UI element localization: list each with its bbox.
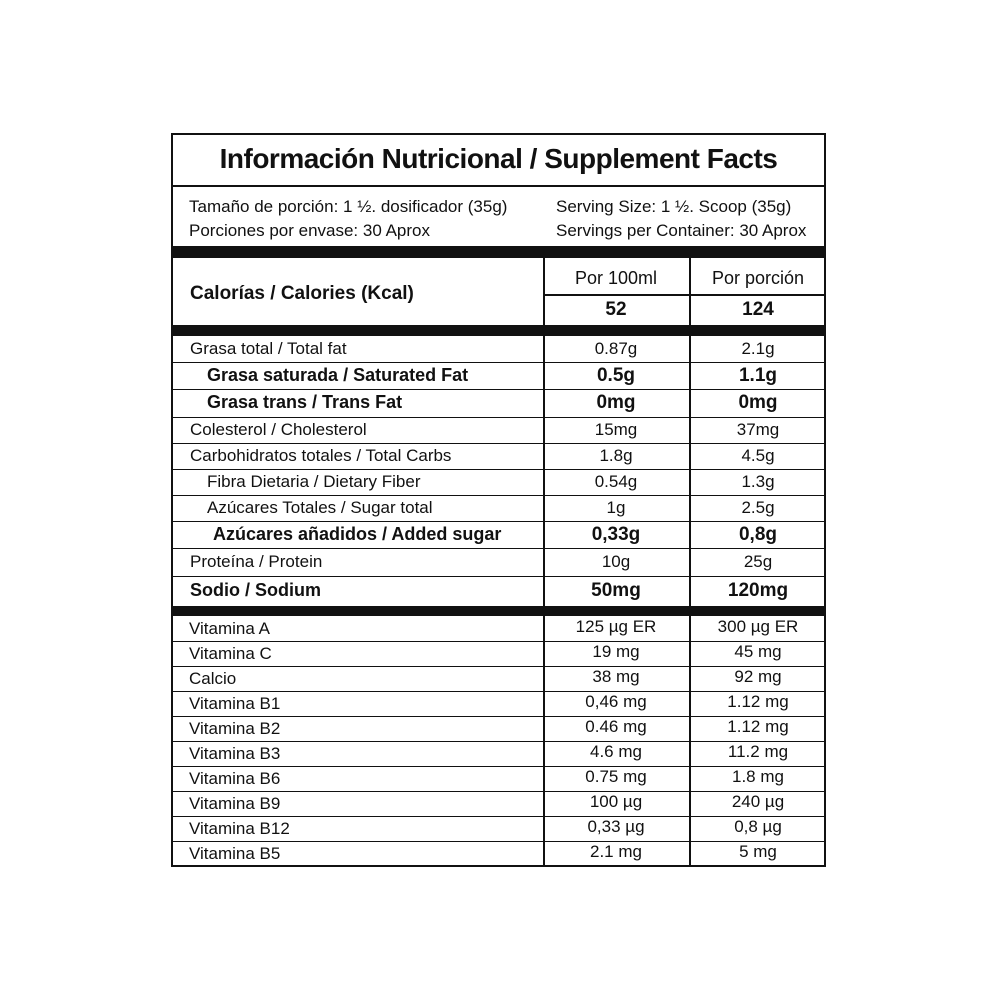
vitamin-value-per-serving: 5 mg (739, 842, 777, 861)
column-header-per-serving: Por porción (711, 268, 805, 288)
row-divider (173, 521, 824, 522)
nutrient-value-per-serving: 4.5g (741, 445, 775, 465)
nutrient-name: Grasa saturada / Saturated Fat (207, 364, 469, 385)
vitamin-value-per-serving: 1.8 mg (732, 767, 784, 786)
vitamin-name: Vitamina B6 (189, 769, 281, 788)
calories-label: Calorías / Calories (Kcal) (190, 283, 414, 304)
nutrient-value-per-serving: 2.5g (741, 497, 775, 517)
vitamin-name: Vitamina B2 (189, 719, 281, 738)
vitamin-value-per-serving: 92 mg (734, 667, 782, 686)
servings-per-container-en: Servings per Container: 30 Aprox (556, 221, 807, 240)
vitamin-value-per-serving: 11.2 mg (727, 742, 789, 761)
column-divider-2-bottom (689, 616, 691, 866)
vitamin-value-per-serving: 300 µg ER (717, 617, 799, 636)
column-header-per-100ml: Por 100ml (574, 268, 658, 288)
nutrient-value-per-serving: 1.3g (741, 471, 775, 491)
row-divider (173, 443, 824, 444)
nutrient-value-per-100ml: 0mg (596, 392, 636, 413)
row-divider (173, 417, 824, 418)
vitamin-name: Vitamina B1 (189, 694, 281, 713)
vitamin-value-per-100ml: 0.46 mg (585, 717, 647, 736)
serving-size-en: Serving Size: 1 ½. Scoop (35g) (556, 197, 792, 216)
nutrient-value-per-serving: 0,8g (738, 523, 778, 545)
servings-per-container-es: Porciones por envase: 30 Aprox (189, 221, 430, 240)
column-divider-2-top (689, 258, 691, 325)
row-divider (173, 389, 824, 390)
vitamin-name: Vitamina B3 (189, 744, 281, 763)
nutrient-value-per-100ml: 0.87g (594, 338, 638, 358)
nutrient-value-per-100ml: 1.8g (599, 445, 633, 465)
vitamin-value-per-100ml: 125 µg ER (575, 617, 657, 636)
nutrient-value-per-serving: 1.1g (738, 364, 778, 386)
vitamin-value-per-100ml: 0,46 mg (585, 692, 647, 711)
nutrient-name: Proteína / Protein (190, 551, 323, 571)
nutrient-value-per-serving: 37mg (736, 419, 780, 439)
nutrient-value-per-serving: 2.1g (741, 338, 775, 358)
vitamin-name: Vitamina A (189, 619, 270, 638)
row-divider (173, 362, 824, 363)
vitamin-value-per-100ml: 38 mg (592, 667, 640, 686)
vitamin-value-per-serving: 45 mg (734, 642, 782, 661)
nutrient-name: Grasa total / Total fat (190, 338, 347, 358)
nutrient-name: Azúcares añadidos / Added sugar (213, 523, 502, 544)
nutrient-value-per-serving: 0mg (738, 392, 778, 413)
row-divider (173, 495, 824, 496)
vitamin-value-per-100ml: 0.75 mg (585, 767, 647, 786)
nutrient-value-per-100ml: 50mg (591, 580, 641, 601)
vitamin-value-per-serving: 240 µg (731, 792, 785, 811)
thick-divider-vitamins (173, 606, 824, 616)
panel-title: Información Nutricional / Supplement Facts (219, 143, 778, 174)
vitamin-name: Vitamina B9 (189, 794, 281, 813)
vitamin-value-per-100ml: 4.6 mg (590, 742, 642, 761)
vitamin-value-per-serving: 0,8 µg (734, 817, 782, 836)
vitamin-value-per-100ml: 100 µg (589, 792, 643, 811)
nutrient-name: Sodio / Sodium (190, 580, 321, 600)
vitamin-value-per-100ml: 0,33 µg (587, 817, 645, 836)
thick-divider-calories (173, 325, 824, 336)
thick-divider-top (173, 246, 824, 258)
vitamin-name: Vitamina B5 (189, 844, 281, 863)
nutrient-value-per-serving: 120mg (727, 580, 789, 601)
column-divider-1-mid (543, 336, 545, 606)
nutrition-facts-panel (171, 133, 826, 867)
column-divider-1-top (543, 258, 545, 325)
calories-value-per-serving: 124 (742, 299, 774, 320)
nutrient-name: Carbohidratos totales / Total Carbs (190, 445, 452, 465)
column-divider-1-bottom (543, 616, 545, 866)
vitamin-name: Vitamina C (189, 644, 272, 663)
nutrient-value-per-100ml: 0.54g (594, 471, 638, 491)
vitamin-value-per-serving: 1.12 mg (727, 692, 789, 711)
calories-value-per-100ml: 52 (605, 299, 627, 320)
vitamin-value-per-100ml: 19 mg (592, 642, 640, 661)
calories-subdivider (543, 294, 824, 296)
title-divider (173, 185, 824, 187)
row-divider (173, 576, 824, 577)
row-divider (173, 548, 824, 549)
nutrient-value-per-100ml: 0.5g (596, 364, 636, 386)
nutrient-name: Colesterol / Cholesterol (190, 419, 367, 439)
nutrient-value-per-serving: 25g (743, 551, 773, 571)
column-divider-2-mid (689, 336, 691, 606)
nutrient-name: Azúcares Totales / Sugar total (207, 497, 433, 517)
vitamin-value-per-serving: 1.12 mg (727, 717, 789, 736)
vitamin-value-per-100ml: 2.1 mg (590, 842, 642, 861)
nutrient-value-per-100ml: 1g (606, 497, 626, 517)
nutrient-value-per-100ml: 0,33g (591, 523, 641, 545)
nutrient-name: Fibra Dietaria / Dietary Fiber (207, 471, 421, 491)
vitamin-name: Vitamina B12 (189, 819, 290, 838)
vitamin-name: Calcio (189, 669, 237, 688)
serving-size-es: Tamaño de porción: 1 ½. dosificador (35g) (189, 197, 508, 216)
nutrient-value-per-100ml: 10g (601, 551, 631, 571)
nutrient-name: Grasa trans / Trans Fat (207, 392, 403, 412)
nutrient-value-per-100ml: 15mg (594, 419, 638, 439)
row-divider (173, 469, 824, 470)
